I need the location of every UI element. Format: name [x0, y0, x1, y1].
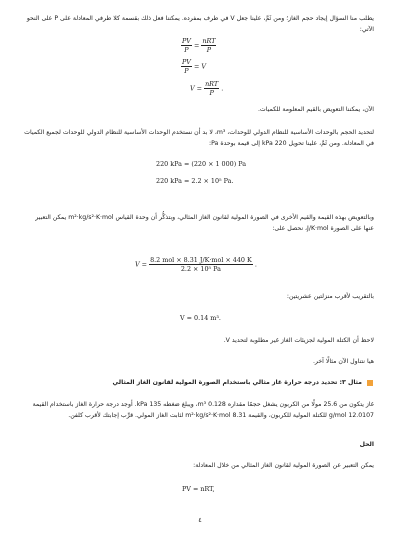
conversion-line-1: 220 kPa = (220 × 1 000) Pa	[156, 160, 247, 168]
solution-heading: الحل	[359, 441, 374, 448]
example-title: مثال ٣: تحديد درجة حرارة غاز مثالي باستخدام الصورة المولية لقانون الغاز المثالي	[112, 379, 362, 386]
next-example-intro: هيا نتناول الآن مثالًا آخر.	[312, 358, 374, 365]
ideal-gas-equation: PV = nRT,	[182, 485, 215, 493]
substitute-paragraph: الآن، يمكننا التعويض بالقيم المعلومة للكميات.	[257, 106, 374, 113]
equation-2: $\frac{PV}{P}$ = V	[182, 58, 206, 75]
page-number: ٤	[198, 516, 202, 524]
conversion-line-2: 220 kPa = 2.2 × 10⁵ Pa.	[156, 177, 234, 185]
units-paragraph: لتحديد الحجم بالوحدات الأساسية للنظام الدولي للوحدات، m³، لا بد أن نستخدم الوحدات الأساسية للنظام الدولي للوحدات لجميع الكميات في المعادلة. ومن ثَمَّ، علينا تحويل 220 kPa إلى قيمة بوحدة Pa:	[24, 129, 374, 147]
intro-paragraph: يطلب منا السؤال إيجاد حجم الغاز؛ ومن ثَمَّ، علينا جعل V في طرف بمفرده. يمكننا فعل ذلك بقسمة كلا طرفي المعادلة على P على النحو الآتي:	[26, 15, 374, 33]
substitution-paragraph: وبالتعويض بهذه القيمة والقيم الأخرى في الصورة المولية لقانون الغاز المثالي، وبتذكُّر أن وحدة القياس m²·kg/s²·K·mol يمكن التعبير عنها على الصورة J/K·mol، نحصل على:	[35, 214, 374, 232]
equation-1: $\frac{PV}{P}$ = $\frac{\text{nRT}}{P}$	[182, 37, 216, 54]
example-marker-icon	[367, 380, 373, 386]
volume-calculation: V = $\frac{\text{8.2 mol × 8.31 J/K·mol × 440 K}}{\text{2.2 × 10⁵ Pa}}$ .	[135, 256, 257, 273]
equation-3: V = $\frac{\text{nRT}}{P}$ .	[190, 80, 224, 97]
volume-result: V = 0.14 m³.	[180, 314, 221, 322]
example-problem: غاز يتكون من 25.6 مولًا من الكربون يشغل حجمًا مقداره 0.128 m³، ويبلغ ضغطه 135 kPa. أوجد درجة حرارة الغاز باستخدام القيمة 12.0107 g/mol للكتلة المولية للكربون، والقيمة 8.31 m²·kg/s²·K·mol لثابت الغاز المولي. قرِّب إجابتك لأقرب كلفن.	[32, 401, 374, 419]
solution-paragraph: يمكن التعبير عن الصورة المولية لقانون الغاز المثالي من خلال المعادلة:	[193, 462, 374, 469]
rounding-paragraph: بالتقريب لأقرب منزلتين عشريتين:	[286, 293, 374, 300]
molar-mass-note: لاحظ أن الكتلة المولية لجزيئات الغاز غير مطلوبة لتحديد V.	[223, 337, 374, 344]
